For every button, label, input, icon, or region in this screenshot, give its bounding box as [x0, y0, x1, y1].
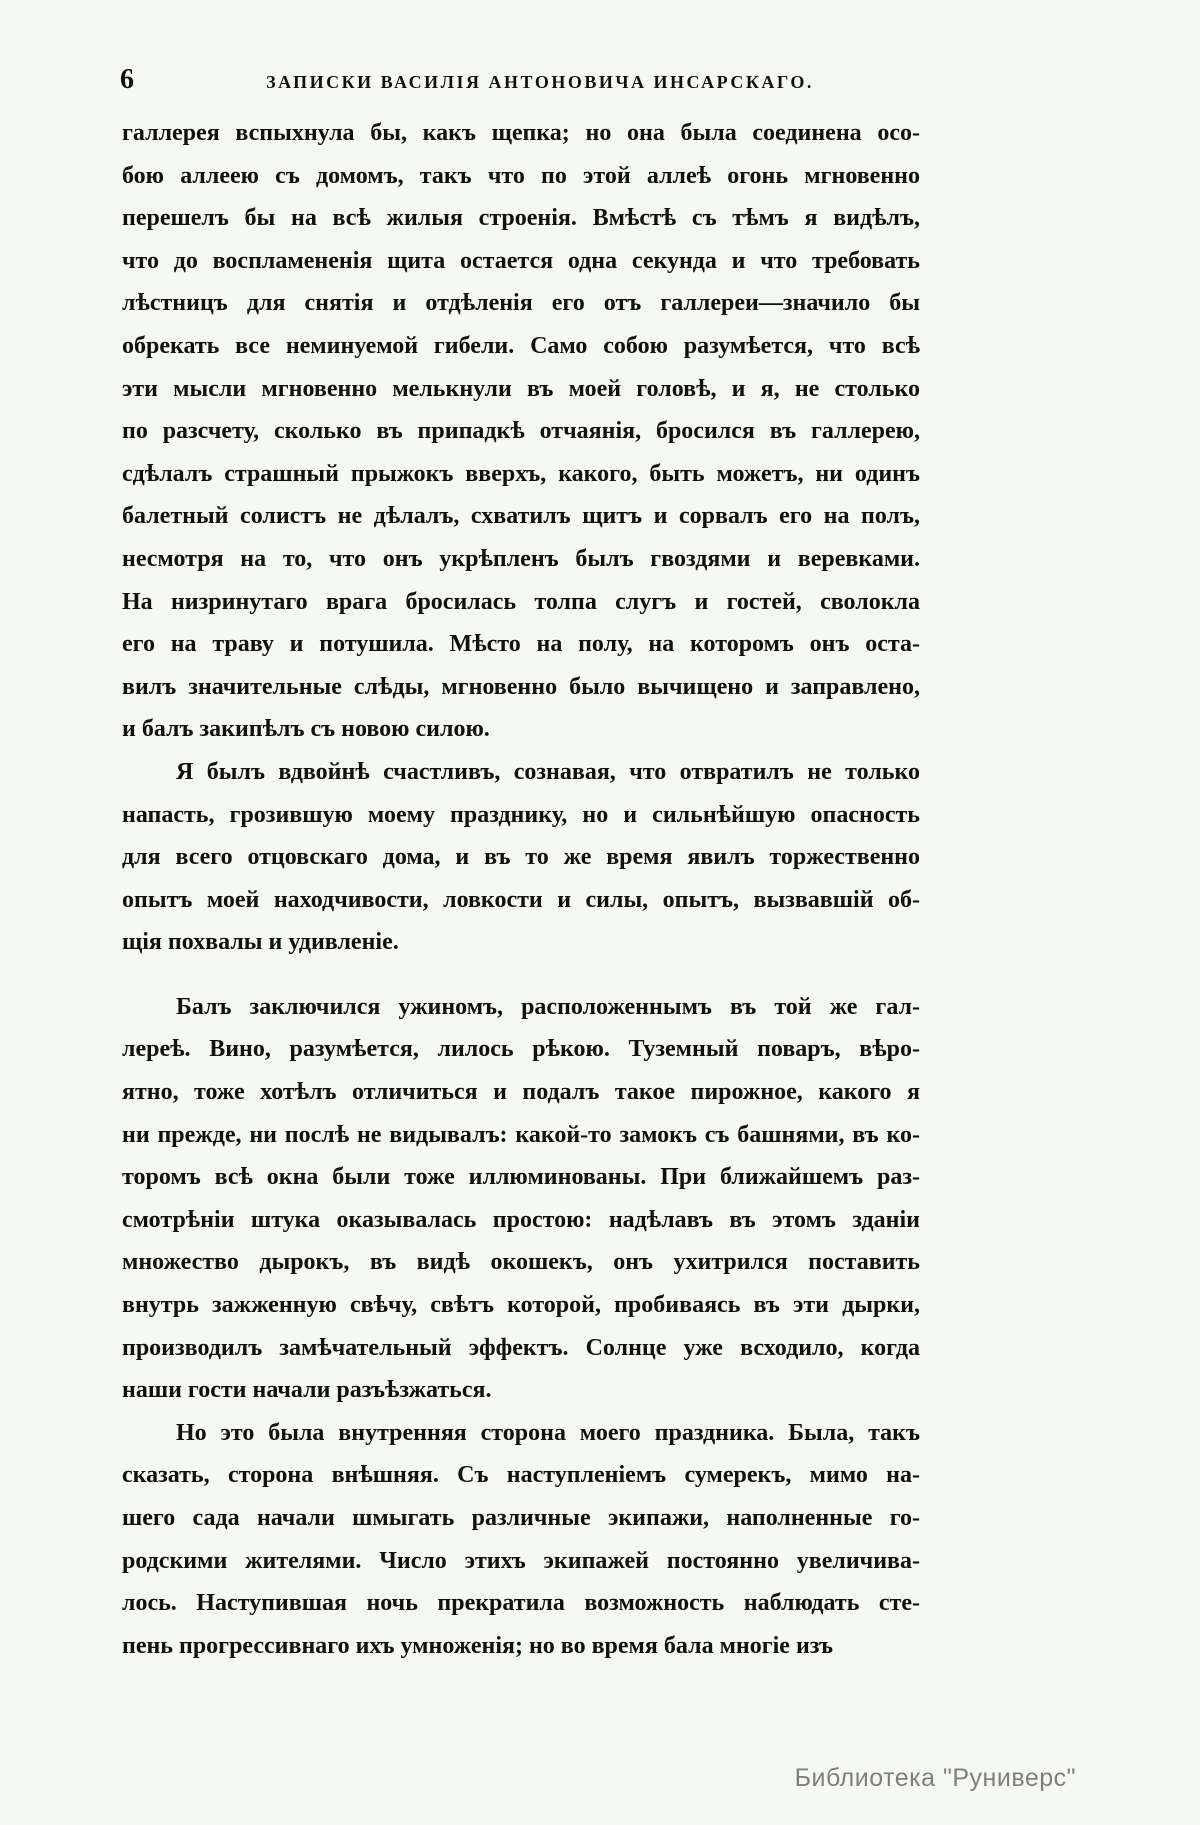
text-line: пень прогрессивнаго ихъ умноженія; но во время бала многіе изъ: [122, 1632, 834, 1659]
text-line: шего сада начали шмыгать различные экипажи, наполненные го-: [122, 1505, 920, 1531]
text-line: внутрь зажженную свѣчу, свѣтъ которой, пробиваясь въ эти дырки,: [122, 1292, 920, 1319]
text-line: перешелъ бы на всѣ жилыя строенія. Вмѣстѣ съ тѣмъ я видѣлъ,: [122, 205, 920, 232]
text-line: производилъ замѣчательный эффектъ. Солнце уже всходило, когда: [122, 1334, 920, 1361]
text-line: опытъ моей находчивости, ловкости и силы, опытъ, вызвавшій об-: [122, 886, 920, 913]
text-line: сказать, сторона внѣшняя. Съ наступленіемъ сумерекъ, мимо на-: [122, 1462, 920, 1489]
text-line: балетный солистъ не дѣлалъ, схватилъ щитъ и сорвалъ его на полъ,: [122, 503, 920, 530]
text-line: наши гости начали разъѣзжаться.: [122, 1377, 492, 1404]
text-line: его на траву и потушила. Мѣсто на полу, на которомъ онъ оста-: [122, 631, 920, 658]
paragraph: [122, 751, 920, 964]
text-line: и балъ закипѣлъ съ новою силою.: [122, 716, 490, 743]
paragraph: [122, 112, 920, 751]
text-line: ни прежде, ни послѣ не видывалъ: какой-то замокъ съ башнями, въ ко-: [122, 1121, 920, 1148]
text-line: что до воспламененія щита остается одна секунда и что требовать: [122, 247, 920, 274]
text-line: сдѣлалъ страшный прыжокъ вверхъ, какого, быть можетъ, ни одинъ: [122, 460, 920, 487]
text-line: по разсчету, сколько въ припадкѣ отчаянія, бросился въ галлерею,: [122, 418, 920, 445]
text-line: Я былъ вдвойнѣ счастливъ, сознавая, что отвратилъ не только: [176, 758, 920, 785]
text-line: ятно, тоже хотѣлъ отличиться и подалъ такое пирожное, какого я: [122, 1079, 920, 1106]
text-line: для всего отцовскаго дома, и въ то же время явилъ торжественно: [122, 844, 920, 871]
library-watermark: Библиотека "Руниверс": [794, 1764, 1076, 1792]
text-line: эти мысли мгновенно мелькнули въ моей головѣ, и я, не столько: [122, 375, 920, 402]
text-line: лереѣ. Вино, разумѣется, лилось рѣкою. Туземный поваръ, вѣро-: [122, 1036, 920, 1063]
text-line: щія похвалы и удивленіе.: [122, 929, 399, 956]
text-line: родскими жителями. Число этихъ экипажей постоянно увеличива-: [122, 1547, 920, 1574]
text-line: Но это была внутренняя сторона моего праздника. Была, такъ: [176, 1419, 920, 1446]
text-line: лось. Наступившая ночь прекратила возможность наблюдать сте-: [122, 1590, 920, 1617]
text-line: бою аллеею съ домомъ, такъ что по этой аллеѣ огонь мгновенно: [122, 162, 920, 189]
text-line: множество дырокъ, въ видѣ окошекъ, онъ ухитрился поставить: [122, 1249, 920, 1276]
text-line: напасть, грозившую моему празднику, но и сильнѣйшую опасность: [122, 801, 920, 828]
text-line: вилъ значительные слѣды, мгновенно было вычищено и заправлено,: [122, 673, 920, 700]
text-line: обрекать все неминуемой гибели. Само собою разумѣется, что всѣ: [122, 332, 920, 359]
paragraph: [122, 1412, 920, 1668]
body-text: [122, 112, 920, 1667]
text-line: несмотря на то, что онъ укрѣпленъ былъ гвоздями и веревками.: [122, 545, 920, 572]
paragraph: [122, 986, 920, 1412]
text-line: смотрѣніи штука оказывалась простою: надѣлавъ въ этомъ зданіи: [122, 1206, 920, 1233]
text-line: лѣстницъ для снятія и отдѣленія его отъ галлереи—значило бы: [122, 290, 920, 317]
text-line: Балъ заключился ужиномъ, расположеннымъ въ той же гал-: [176, 993, 920, 1020]
page-number: 6: [120, 64, 135, 95]
text-line: торомъ всѣ окна были тоже иллюминованы. При ближайшемъ раз-: [122, 1164, 920, 1191]
text-line: На низринутаго врага бросилась толпа слугъ и гостей, сволокла: [122, 588, 920, 615]
text-line: галлерея вспыхнула бы, какъ щепка; но она была соединена осо-: [122, 120, 920, 146]
running-title: ЗАПИСКИ ВАСИЛІЯ АНТОНОВИЧА ИНСАРСКАГО.: [266, 72, 814, 92]
